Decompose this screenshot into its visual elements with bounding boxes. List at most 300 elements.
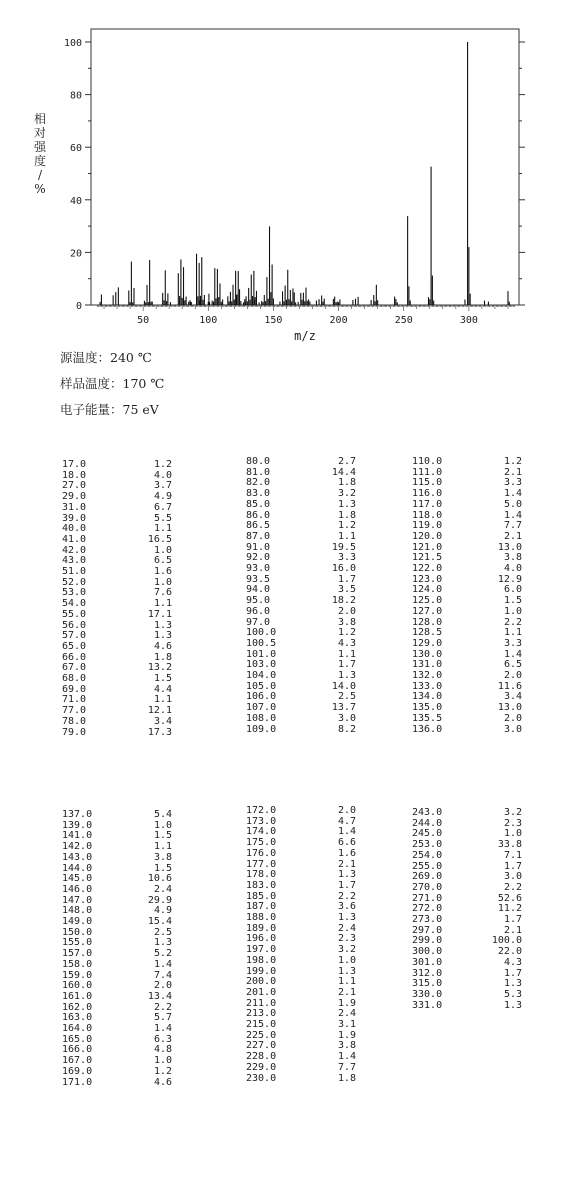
intensity-value: 4.6 (153, 640, 172, 652)
intensity-value: 33.8 (497, 839, 522, 851)
intensity-value: 7.7 (503, 520, 522, 532)
mz-value: 100.5 (246, 637, 277, 649)
peak-table-block-3 (412, 457, 522, 735)
intensity-value: 13.4 (147, 990, 172, 1002)
mz-value: 161.0 (62, 990, 93, 1002)
intensity-value: 3.4 (503, 691, 522, 703)
y-axis-title (30, 112, 50, 196)
intensity-value: 3.2 (503, 807, 522, 818)
intensity-value: 2.0 (337, 605, 356, 617)
y-tick-label: 100 (63, 38, 82, 49)
intensity-value: 1.5 (153, 830, 172, 842)
mz-value: 67.0 (62, 662, 87, 674)
mz-value: 42.0 (62, 544, 87, 556)
intensity-value: 1.5 (153, 862, 172, 874)
mz-value: 166.0 (62, 1044, 93, 1056)
mz-value: 273.0 (412, 914, 443, 926)
mz-value: 176.0 (246, 847, 277, 859)
mz-value: 94.0 (246, 584, 271, 596)
y-axis-title-char: 度 (33, 154, 46, 168)
mz-value: 117.0 (412, 498, 443, 510)
mz-value: 183.0 (246, 879, 277, 891)
intensity-value: 16.0 (331, 563, 356, 575)
intensity-value: 2.1 (503, 530, 522, 542)
mz-value: 297.0 (412, 924, 443, 936)
mz-value: 143.0 (62, 851, 93, 863)
intensity-value: 1.1 (503, 627, 522, 639)
mz-value: 77.0 (62, 705, 87, 717)
mz-value: 87.0 (246, 530, 271, 542)
intensity-value: 2.2 (153, 1001, 172, 1013)
mz-value: 146.0 (62, 883, 93, 895)
mz-value: 142.0 (62, 841, 93, 853)
intensity-value: 2.0 (337, 805, 356, 816)
intensity-value: 3.8 (503, 552, 522, 564)
mz-value: 71.0 (62, 694, 87, 706)
table-row (412, 500, 522, 511)
mz-value: 254.0 (412, 849, 443, 861)
mz-value: 173.0 (246, 815, 277, 827)
mz-value: 91.0 (246, 541, 271, 553)
intensity-value: 3.2 (337, 944, 356, 956)
intensity-value: 18.2 (331, 595, 356, 607)
x-tick-label: 50 (137, 315, 150, 326)
mz-value: 86.0 (246, 509, 271, 521)
intensity-value: 14.4 (331, 466, 356, 478)
mz-value: 96.0 (246, 605, 271, 617)
mz-value: 111.0 (412, 466, 443, 478)
mz-value: 157.0 (62, 948, 93, 960)
mz-value: 108.0 (246, 712, 277, 724)
mz-value: 121.0 (412, 541, 443, 553)
intensity-value: 29.9 (147, 894, 172, 906)
mz-value: 93.0 (246, 563, 271, 575)
intensity-value: 4.6 (153, 1076, 172, 1088)
intensity-value: 6.5 (503, 659, 522, 671)
intensity-value: 6.6 (337, 837, 356, 849)
intensity-value: 2.2 (337, 890, 356, 902)
intensity-value: 1.9 (337, 997, 356, 1009)
intensity-value: 3.8 (153, 851, 172, 863)
mz-value: 330.0 (412, 988, 443, 1000)
mz-value: 51.0 (62, 566, 87, 578)
mz-value: 130.0 (412, 648, 443, 660)
intensity-value: 1.3 (503, 999, 522, 1011)
mz-value: 164.0 (62, 1023, 93, 1035)
plot-frame (91, 29, 519, 305)
intensity-value: 1.0 (153, 819, 172, 831)
mz-value: 123.0 (412, 573, 443, 585)
intensity-value: 1.1 (153, 694, 172, 706)
mz-value: 145.0 (62, 873, 93, 885)
mz-value: 27.0 (62, 480, 87, 492)
mz-value: 105.0 (246, 680, 277, 692)
mz-value: 18.0 (62, 469, 87, 481)
intensity-value: 12.1 (147, 705, 172, 717)
y-tick-label: 40 (69, 195, 82, 207)
intensity-value: 1.8 (337, 509, 356, 521)
mz-value: 133.0 (412, 680, 443, 692)
mz-value: 86.5 (246, 520, 271, 532)
x-axis (98, 305, 515, 326)
mz-value: 110.0 (412, 456, 443, 467)
mz-value: 104.0 (246, 670, 277, 682)
mz-value: 213.0 (246, 1008, 277, 1020)
y-tick-label: 60 (69, 143, 82, 155)
table-row (62, 1078, 172, 1089)
intensity-value: 1.7 (503, 914, 522, 926)
mz-value: 101.0 (246, 648, 277, 660)
intensity-value: 10.6 (147, 873, 172, 885)
intensity-value: 1.6 (153, 566, 172, 578)
intensity-value: 4.9 (153, 905, 172, 917)
intensity-value: 2.1 (337, 986, 356, 998)
mz-value: 43.0 (62, 555, 87, 567)
intensity-value: 1.3 (337, 869, 356, 881)
intensity-value: 4.3 (503, 956, 522, 968)
sample-temperature: 样品温度：170 ℃ (60, 376, 165, 391)
intensity-value: 1.4 (503, 488, 522, 500)
mz-value: 129.0 (412, 637, 443, 649)
mz-value: 119.0 (412, 520, 443, 532)
mz-value: 135.0 (412, 702, 443, 714)
mz-value: 177.0 (246, 858, 277, 870)
table-row (412, 607, 522, 618)
intensity-value: 1.4 (337, 1051, 356, 1063)
intensity-value: 1.4 (153, 958, 172, 970)
intensity-value: 14.0 (331, 680, 356, 692)
mz-value: 52.0 (62, 576, 87, 588)
table-row (246, 607, 356, 618)
table-row (246, 849, 356, 860)
mz-value: 92.0 (246, 552, 271, 564)
mz-value: 144.0 (62, 862, 93, 874)
table-row (62, 960, 172, 971)
mz-value: 197.0 (246, 944, 277, 956)
intensity-value: 2.4 (337, 922, 356, 934)
mz-value: 128.5 (412, 627, 443, 639)
table-row (412, 714, 522, 725)
mz-value: 201.0 (246, 986, 277, 998)
intensity-value: 13.7 (331, 702, 356, 714)
x-tick-label: 250 (394, 315, 413, 326)
table-row (412, 851, 522, 862)
mz-value: 244.0 (412, 817, 443, 829)
intensity-value: 1.1 (153, 841, 172, 853)
mz-value: 171.0 (62, 1076, 93, 1088)
intensity-value: 1.1 (153, 523, 172, 535)
intensity-value: 1.3 (153, 619, 172, 631)
table-row (412, 958, 522, 969)
intensity-value: 13.0 (497, 702, 522, 714)
intensity-value: 1.6 (337, 847, 356, 859)
intensity-value: 5.5 (153, 512, 172, 524)
x-tick-label: 100 (199, 315, 218, 326)
mz-value: 134.0 (412, 691, 443, 703)
mz-value: 172.0 (246, 805, 277, 816)
intensity-value: 1.0 (503, 828, 522, 840)
intensity-value: 6.3 (153, 1033, 172, 1045)
intensity-value: 1.3 (153, 630, 172, 642)
mz-value: 136.0 (412, 723, 443, 735)
spectrum-peaks (100, 42, 509, 305)
intensity-value: 16.5 (147, 533, 172, 545)
electron-energy: 电子能量：75 eV (60, 402, 159, 417)
intensity-value: 15.4 (147, 916, 172, 928)
x-tick-label: 150 (264, 315, 283, 326)
y-axis-title-char: % (34, 182, 46, 196)
table-row (62, 1067, 172, 1078)
x-axis-title: m/z (294, 329, 316, 343)
mz-value: 149.0 (62, 916, 93, 928)
mz-value: 158.0 (62, 958, 93, 970)
mz-value: 127.0 (412, 605, 443, 617)
intensity-value: 17.1 (147, 608, 172, 620)
mz-value: 66.0 (62, 651, 87, 663)
intensity-value: 3.0 (337, 712, 356, 724)
intensity-value: 1.0 (153, 576, 172, 588)
intensity-value: 13.2 (147, 662, 172, 674)
mass-spectrum-chart (0, 0, 570, 345)
x-tick-label: 200 (329, 315, 348, 326)
mz-value: 255.0 (412, 860, 443, 872)
mz-value: 271.0 (412, 892, 443, 904)
mz-value: 65.0 (62, 640, 87, 652)
mz-value: 97.0 (246, 616, 271, 628)
intensity-value: 1.9 (337, 1029, 356, 1041)
intensity-value: 7.1 (503, 849, 522, 861)
intensity-value: 2.2 (503, 881, 522, 893)
mz-value: 150.0 (62, 926, 93, 938)
intensity-value: 1.5 (153, 673, 172, 685)
mz-value: 55.0 (62, 608, 87, 620)
intensity-value: 1.4 (503, 648, 522, 660)
mz-value: 103.0 (246, 659, 277, 671)
intensity-value: 2.0 (503, 712, 522, 724)
table-row (246, 714, 356, 725)
intensity-value: 22.0 (497, 946, 522, 958)
y-axis (64, 38, 525, 312)
mz-value: 189.0 (246, 922, 277, 934)
mz-value: 131.0 (412, 659, 443, 671)
mz-value: 116.0 (412, 488, 443, 500)
mz-value: 272.0 (412, 903, 443, 915)
mz-value: 227.0 (246, 1040, 277, 1052)
y-tick-label: 80 (69, 90, 82, 102)
intensity-value: 1.1 (337, 530, 356, 542)
mz-value: 312.0 (412, 967, 443, 979)
mz-value: 301.0 (412, 956, 443, 968)
intensity-value: 1.3 (503, 978, 522, 990)
intensity-value: 1.8 (153, 651, 172, 663)
mz-value: 137.0 (62, 809, 93, 820)
mz-value: 199.0 (246, 965, 277, 977)
x-tick-label: 300 (459, 315, 478, 326)
mz-value: 299.0 (412, 935, 443, 947)
intensity-value: 1.0 (153, 1055, 172, 1067)
mz-value: 270.0 (412, 881, 443, 893)
mz-value: 118.0 (412, 509, 443, 521)
intensity-value: 3.6 (337, 901, 356, 913)
intensity-value: 1.1 (337, 976, 356, 988)
mz-value: 269.0 (412, 871, 443, 883)
intensity-value: 2.5 (337, 691, 356, 703)
mz-value: 163.0 (62, 1012, 93, 1024)
mz-value: 56.0 (62, 619, 87, 631)
mz-value: 253.0 (412, 839, 443, 851)
intensity-value: 13.0 (497, 541, 522, 553)
intensity-value: 3.3 (337, 552, 356, 564)
y-tick-label: 20 (69, 248, 82, 260)
mz-value: 159.0 (62, 969, 93, 981)
intensity-value: 3.5 (337, 584, 356, 596)
mz-value: 174.0 (246, 826, 277, 838)
intensity-value: 6.7 (153, 501, 172, 513)
intensity-value: 3.3 (503, 477, 522, 489)
intensity-value: 4.0 (153, 469, 172, 481)
mz-value: 100.0 (246, 627, 277, 639)
intensity-value: 2.0 (503, 670, 522, 682)
intensity-value: 19.5 (331, 541, 356, 553)
intensity-value: 1.2 (337, 520, 356, 532)
mz-value: 95.0 (246, 595, 271, 607)
intensity-value: 5.4 (153, 809, 172, 820)
intensity-value: 1.1 (153, 598, 172, 610)
intensity-value: 2.3 (337, 933, 356, 945)
mz-value: 29.0 (62, 491, 87, 503)
mz-value: 315.0 (412, 978, 443, 990)
intensity-value: 1.8 (337, 477, 356, 489)
intensity-value: 3.3 (503, 637, 522, 649)
table-row (62, 610, 172, 621)
intensity-value: 7.6 (153, 587, 172, 599)
intensity-value: 3.4 (153, 715, 172, 727)
intensity-value: 1.0 (503, 605, 522, 617)
intensity-value: 2.0 (153, 980, 172, 992)
mz-value: 147.0 (62, 894, 93, 906)
mz-value: 331.0 (412, 999, 443, 1011)
intensity-value: 4.0 (503, 563, 522, 575)
mz-value: 128.0 (412, 616, 443, 628)
intensity-value: 2.4 (337, 1008, 356, 1020)
intensity-value: 2.1 (337, 858, 356, 870)
intensity-value: 8.2 (337, 723, 356, 735)
intensity-value: 52.6 (497, 892, 522, 904)
intensity-value: 5.7 (153, 1012, 172, 1024)
mz-value: 54.0 (62, 598, 87, 610)
table-row (412, 725, 522, 736)
mz-value: 155.0 (62, 937, 93, 949)
intensity-value: 1.3 (337, 670, 356, 682)
mz-value: 211.0 (246, 997, 277, 1009)
intensity-value: 11.2 (497, 903, 522, 915)
mz-value: 300.0 (412, 946, 443, 958)
intensity-value: 11.6 (497, 680, 522, 692)
mz-value: 93.5 (246, 573, 271, 585)
y-axis-title-char: 强 (33, 140, 46, 154)
intensity-value: 5.3 (503, 988, 522, 1000)
peak-table-block-6 (412, 808, 522, 1011)
mz-value: 106.0 (246, 691, 277, 703)
mz-value: 79.0 (62, 726, 87, 738)
intensity-value: 3.8 (337, 1040, 356, 1052)
intensity-value: 3.1 (337, 1019, 356, 1031)
intensity-value: 1.2 (337, 627, 356, 639)
intensity-value: 1.0 (153, 544, 172, 556)
mz-value: 135.5 (412, 712, 443, 724)
intensity-value: 4.8 (153, 1044, 172, 1056)
mz-value: 228.0 (246, 1051, 277, 1063)
intensity-value: 1.8 (337, 1072, 356, 1084)
mz-value: 80.0 (246, 456, 271, 467)
intensity-value: 3.0 (503, 871, 522, 883)
intensity-value: 1.3 (337, 498, 356, 510)
mz-value: 68.0 (62, 673, 87, 685)
mz-value: 40.0 (62, 523, 87, 535)
intensity-value: 5.2 (153, 948, 172, 960)
mz-value: 165.0 (62, 1033, 93, 1045)
mz-value: 57.0 (62, 630, 87, 642)
intensity-value: 1.0 (337, 954, 356, 966)
mz-value: 245.0 (412, 828, 443, 840)
mz-value: 160.0 (62, 980, 93, 992)
mz-value: 230.0 (246, 1072, 277, 1084)
mz-value: 41.0 (62, 533, 87, 545)
intensity-value: 1.7 (503, 967, 522, 979)
intensity-value: 2.3 (503, 817, 522, 829)
mz-value: 167.0 (62, 1055, 93, 1067)
mz-value: 148.0 (62, 905, 93, 917)
mz-value: 69.0 (62, 683, 87, 695)
mz-value: 81.0 (246, 466, 271, 478)
mz-value: 17.0 (62, 459, 87, 470)
mz-value: 139.0 (62, 819, 93, 831)
mz-value: 121.5 (412, 552, 443, 564)
intensity-value: 1.5 (503, 595, 522, 607)
mz-value: 185.0 (246, 890, 277, 902)
table-row (62, 503, 172, 514)
intensity-value: 7.7 (337, 1061, 356, 1073)
intensity-value: 5.0 (503, 498, 522, 510)
mz-value: 115.0 (412, 477, 443, 489)
peak-table-block-4 (62, 810, 172, 1088)
table-row (246, 1063, 356, 1074)
mz-value: 215.0 (246, 1019, 277, 1031)
mz-value: 200.0 (246, 976, 277, 988)
table-row (62, 853, 172, 864)
mz-value: 243.0 (412, 807, 443, 818)
intensity-value: 1.4 (337, 826, 356, 838)
intensity-value: 1.2 (153, 1065, 172, 1077)
intensity-value: 2.5 (153, 926, 172, 938)
mz-value: 107.0 (246, 702, 277, 714)
intensity-value: 6.5 (153, 555, 172, 567)
intensity-value: 3.2 (337, 488, 356, 500)
intensity-value: 1.4 (503, 509, 522, 521)
table-row (412, 1001, 522, 1012)
intensity-value: 1.7 (337, 659, 356, 671)
intensity-value: 3.0 (503, 723, 522, 735)
intensity-value: 1.7 (337, 879, 356, 891)
intensity-value: 4.3 (337, 637, 356, 649)
mz-value: 169.0 (62, 1065, 93, 1077)
peak-table-block-2 (246, 457, 356, 735)
mz-value: 82.0 (246, 477, 271, 489)
mz-value: 132.0 (412, 670, 443, 682)
peak-table-block-1 (62, 460, 172, 738)
intensity-value: 2.2 (503, 616, 522, 628)
intensity-value: 2.4 (153, 883, 172, 895)
